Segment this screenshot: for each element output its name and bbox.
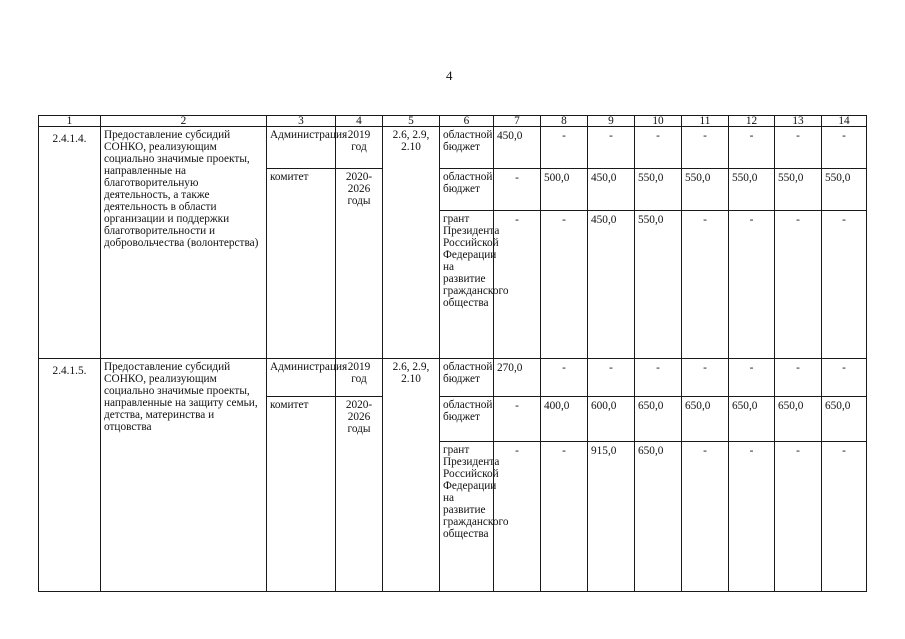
value-cell: - xyxy=(494,211,541,359)
value-cell: - xyxy=(541,211,588,359)
col-header: 3 xyxy=(267,116,336,127)
value-cell: - xyxy=(729,442,775,592)
ref-cell: 2.6, 2.9, 2.10 xyxy=(383,127,440,359)
value-cell: - xyxy=(588,127,635,169)
funding-source-cell: областной бюджет xyxy=(440,397,494,442)
value-cell: - xyxy=(775,127,822,169)
value-cell: 915,0 xyxy=(588,442,635,592)
table-row xyxy=(39,359,867,397)
value-cell: 650,0 xyxy=(822,397,867,442)
value-cell: - xyxy=(822,359,867,397)
col-header: 8 xyxy=(541,116,588,127)
col-header: 11 xyxy=(682,116,729,127)
value-cell: 400,0 xyxy=(541,397,588,442)
value-cell: - xyxy=(729,211,775,359)
col-header: 10 xyxy=(635,116,682,127)
col-header: 9 xyxy=(588,116,635,127)
col-header: 5 xyxy=(383,116,440,127)
value-cell: - xyxy=(635,359,682,397)
page-number: 4 xyxy=(446,68,453,83)
period-cell: 2020-2026 годы xyxy=(336,397,383,592)
period-cell: 2020-2026 годы xyxy=(336,169,383,359)
value-cell: - xyxy=(822,127,867,169)
ref-cell: 2.6, 2.9, 2.10 xyxy=(383,359,440,592)
row-id: 2.4.1.5. xyxy=(39,359,101,592)
value-cell: - xyxy=(635,127,682,169)
value-cell: 550,0 xyxy=(635,211,682,359)
value-cell: 650,0 xyxy=(682,397,729,442)
executor-cell: Администрация xyxy=(267,127,336,169)
row-id: 2.4.1.4. xyxy=(39,127,101,359)
col-header: 6 xyxy=(440,116,494,127)
col-header: 12 xyxy=(729,116,775,127)
value-cell: 650,0 xyxy=(729,397,775,442)
col-header: 7 xyxy=(494,116,541,127)
funding-source-cell: грант Президента Российской Федерации на развитие гражданского общества xyxy=(440,442,494,592)
value-cell: - xyxy=(682,359,729,397)
executor-cell: комитет xyxy=(267,397,336,592)
funding-source-cell: областной бюджет xyxy=(440,359,494,397)
row-description: Предоставление субсидий СОНКО, реализующим социально значимые проекты, направленные на благотворительную деятельность, а также деятельность в области организации и поддержки благотворительности и добровольчества (волонтерства) xyxy=(101,127,267,359)
value-cell: 450,0 xyxy=(588,169,635,211)
value-cell: 270,0 xyxy=(494,359,541,397)
col-header: 14 xyxy=(822,116,867,127)
value-cell: - xyxy=(775,359,822,397)
col-header: 4 xyxy=(336,116,383,127)
value-cell: - xyxy=(494,442,541,592)
value-cell: - xyxy=(682,442,729,592)
value-cell: - xyxy=(494,169,541,211)
funding-source-cell: областной бюджет xyxy=(440,127,494,169)
col-header: 2 xyxy=(101,116,267,127)
value-cell: 550,0 xyxy=(682,169,729,211)
table-body xyxy=(39,127,867,592)
value-cell: - xyxy=(729,127,775,169)
funding-source-cell: грант Президента Российской Федерации на развитие гражданского общества xyxy=(440,211,494,359)
value-cell: - xyxy=(541,359,588,397)
value-cell: - xyxy=(775,442,822,592)
value-cell: 550,0 xyxy=(775,169,822,211)
executor-cell: Администрация xyxy=(267,359,336,397)
value-cell: 650,0 xyxy=(635,442,682,592)
value-cell: - xyxy=(541,442,588,592)
column-number-row xyxy=(39,116,867,127)
value-cell: - xyxy=(682,127,729,169)
value-cell: - xyxy=(729,359,775,397)
col-header: 1 xyxy=(39,116,101,127)
value-cell: 650,0 xyxy=(635,397,682,442)
value-cell: - xyxy=(822,211,867,359)
period-cell: 2019 год xyxy=(336,359,383,397)
value-cell: 450,0 xyxy=(494,127,541,169)
value-cell: - xyxy=(775,211,822,359)
value-cell: 650,0 xyxy=(775,397,822,442)
value-cell: - xyxy=(682,211,729,359)
value-cell: 450,0 xyxy=(588,211,635,359)
col-header: 13 xyxy=(775,116,822,127)
period-cell: 2019 год xyxy=(336,127,383,169)
row-description: Предоставление субсидий СОНКО, реализующим социально значимые проекты, направленные на защиту семьи, детства, материнства и отцовства xyxy=(101,359,267,592)
executor-cell: комитет xyxy=(267,169,336,359)
value-cell: 550,0 xyxy=(635,169,682,211)
table-row xyxy=(39,127,867,169)
funding-source-cell: областной бюджет xyxy=(440,169,494,211)
value-cell: - xyxy=(541,127,588,169)
value-cell: 550,0 xyxy=(822,169,867,211)
value-cell: 550,0 xyxy=(729,169,775,211)
value-cell: 500,0 xyxy=(541,169,588,211)
value-cell: - xyxy=(494,397,541,442)
value-cell: - xyxy=(822,442,867,592)
value-cell: 600,0 xyxy=(588,397,635,442)
value-cell: - xyxy=(588,359,635,397)
program-table xyxy=(38,115,867,592)
